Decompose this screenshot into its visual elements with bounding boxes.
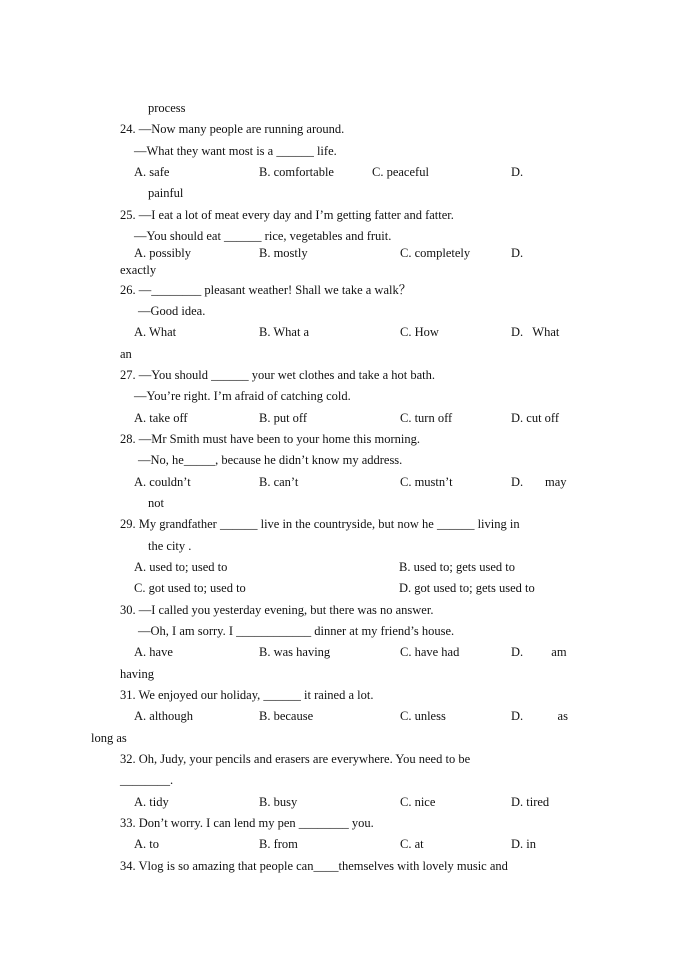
q30-option-b: B. was having (259, 645, 331, 659)
q32-option-a: A. tidy (134, 795, 169, 809)
text-line: not (148, 496, 164, 510)
q29-option-b: B. used to; gets used to (399, 560, 515, 574)
text-line: the city . (148, 539, 192, 553)
q28-option-a: A. couldn’t (134, 475, 191, 489)
q26-option-c: C. How (400, 325, 439, 339)
q29-option-a: A. used to; used to (134, 560, 228, 574)
q33-option-c: C. at (400, 837, 424, 851)
q29-option-d: D. got used to; gets used to (399, 581, 535, 595)
question-26-dialogue: —Good idea. (138, 304, 206, 318)
q28-option-c: C. mustn’t (400, 475, 453, 489)
question-27-dialogue: —You’re right. I’m afraid of catching cold. (134, 389, 351, 403)
question-25-stem: 25. —I eat a lot of meat every day and I’m getting fatter and fatter. (120, 208, 454, 222)
text-line: ________. (120, 773, 174, 787)
q26-option-a: A. What (134, 325, 177, 339)
question-24-stem: 24. —Now many people are running around. (120, 122, 345, 136)
question-28-stem: 28. —Mr Smith must have been to your home this morning. (120, 432, 420, 446)
q27-option-b: B. put off (259, 411, 308, 425)
q24-option-d: D. (511, 165, 524, 179)
text-line: exactly (120, 263, 157, 277)
q32-option-d: D. tired (511, 795, 550, 809)
question-25-dialogue: —You should eat ______ rice, vegetables and fruit. (134, 229, 392, 243)
question-32-stem: 32. Oh, Judy, your pencils and erasers are everywhere. You need to be (120, 752, 471, 766)
text-line: an (120, 347, 132, 361)
question-24-dialogue: —What they want most is a ______ life. (134, 144, 337, 158)
question-26-stem: 26. —________ pleasant weather! Shall we take a walk？ (120, 283, 412, 297)
question-30-stem: 30. —I called you yesterday evening, but there was no answer. (120, 603, 434, 617)
q27-option-d: D. cut off (511, 411, 560, 425)
q29-option-c: C. got used to; used to (134, 581, 246, 595)
q32-option-c: C. nice (400, 795, 436, 809)
q25-option-b: B. mostly (259, 246, 308, 260)
q31-option-d: D. as (511, 709, 568, 723)
q30-option-a: A. have (134, 645, 173, 659)
q27-option-c: C. turn off (400, 411, 453, 425)
question-33-stem: 33. Don’t worry. I can lend my pen ________ you. (120, 816, 374, 830)
q33-option-d: D. in (511, 837, 536, 851)
q24-option-b: B. comfortable (259, 165, 334, 179)
question-31-stem: 31. We enjoyed our holiday, ______ it rained a lot. (120, 688, 374, 702)
text-line: having (120, 667, 155, 681)
q24-option-c: C. peaceful (372, 165, 429, 179)
q31-option-b: B. because (259, 709, 314, 723)
q26-option-d: D. What (511, 325, 560, 339)
q26-option-b: B. What a (259, 325, 310, 339)
q31-option-a: A. although (134, 709, 194, 723)
q28-option-d: D. may (511, 475, 567, 489)
text-line: long as (91, 731, 127, 745)
question-30-dialogue: —Oh, I am sorry. I ____________ dinner at my friend’s house. (138, 624, 455, 638)
q33-option-b: B. from (259, 837, 298, 851)
q33-option-a: A. to (134, 837, 159, 851)
question-34-stem: 34. Vlog is so amazing that people can____themselves with lovely music and (120, 859, 508, 873)
q28-option-b: B. can’t (259, 475, 299, 489)
question-28-dialogue: —No, he_____, because he didn’t know my address. (138, 453, 403, 467)
q32-option-b: B. busy (259, 795, 298, 809)
text-line: process (148, 101, 186, 115)
q27-option-a: A. take off (134, 411, 188, 425)
question-27-stem: 27. —You should ______ your wet clothes and take a hot bath. (120, 368, 436, 382)
q30-option-c: C. have had (400, 645, 460, 659)
q30-option-d: D. am (511, 645, 567, 659)
q31-option-c: C. unless (400, 709, 446, 723)
q25-option-c: C. completely (400, 246, 471, 260)
question-29-stem: 29. My grandfather ______ live in the countryside, but now he ______ living in (120, 517, 520, 531)
q24-option-a: A. safe (134, 165, 170, 179)
q25-option-a: A. possibly (134, 246, 191, 260)
text-line: painful (148, 186, 184, 200)
q25-option-d: D. (511, 246, 524, 260)
